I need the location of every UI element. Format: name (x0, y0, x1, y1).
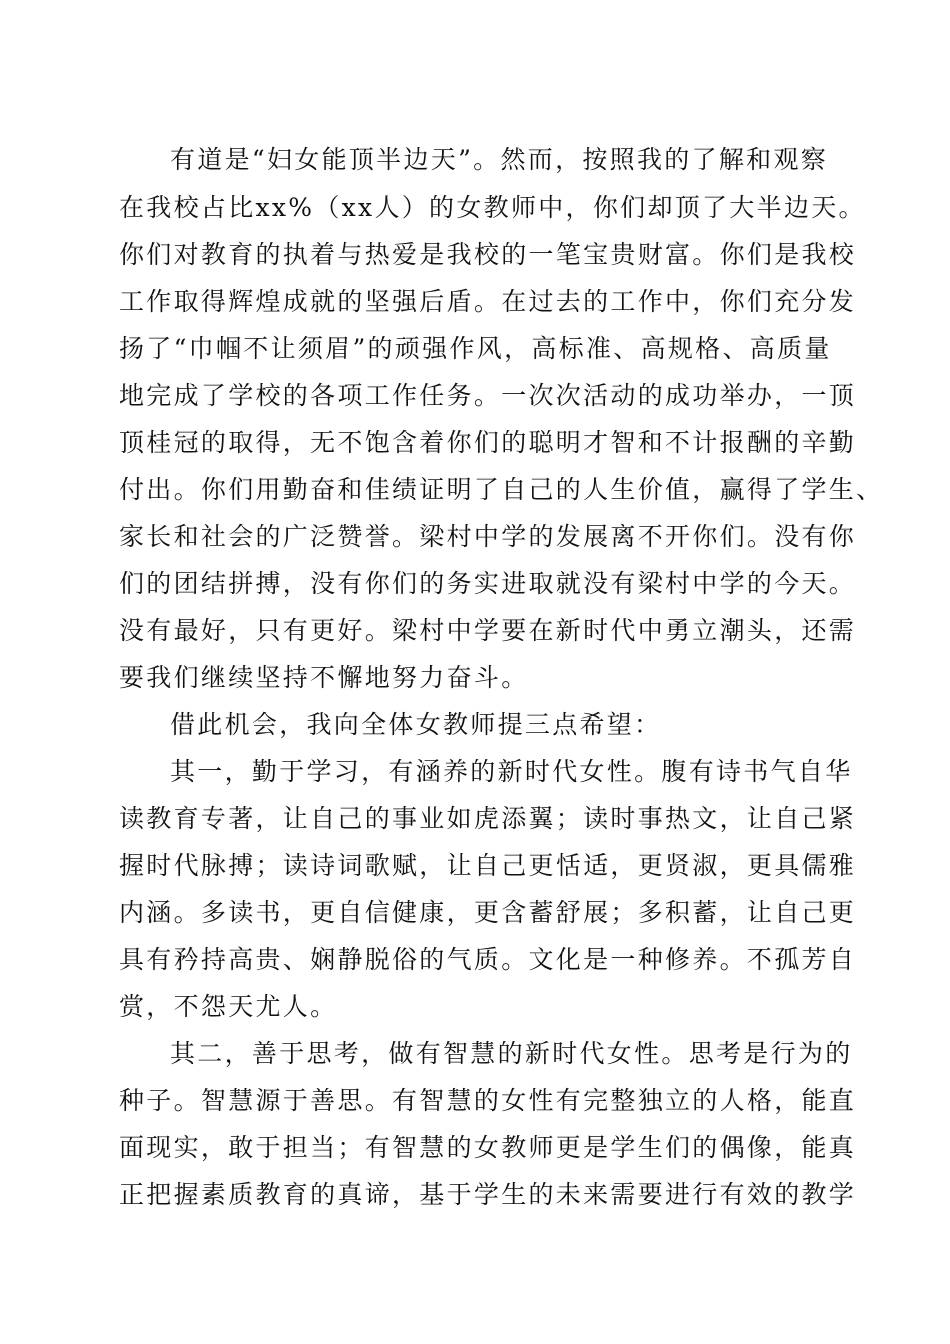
text-line: 握时代脉搏；读诗词歌赋，让自己更恬适，更贤淑，更具儒雅 (119, 851, 857, 880)
text-line: 有道是“妇女能顶半边天”。然而，按照我的了解和观察 (170, 145, 829, 174)
text-line: 读教育专著，让自己的事业如虎添翼；读时事热文，让自己紧 (119, 804, 857, 833)
text-line: 没有最好，只有更好。梁村中学要在新时代中勇立潮头，还需 (119, 616, 857, 645)
text-line: 家长和社会的广泛赞誉。梁村中学的发展离不开你们。没有你 (119, 522, 857, 551)
text-line: 其一，勤于学习，有涵养的新时代女性。腹有诗书气自华 (170, 757, 853, 786)
text-line: 要我们继续坚持不懈地努力奋斗。 (119, 663, 529, 692)
text-line: 们的团结拼搏，没有你们的务实进取就没有梁村中学的今天。 (119, 569, 857, 598)
text-line: 工作取得辉煌成就的坚强后盾。在过去的工作中，你们充分发 (119, 287, 857, 316)
text-line: 内涵。多读书，更自信健康，更含蓄舒展；多积蓄，让自己更 (119, 898, 857, 927)
text-line: 正把握素质教育的真谛，基于学生的未来需要进行有效的教学 (119, 1180, 857, 1209)
text-line: 面现实，敢于担当；有智慧的女教师更是学生们的偶像，能真 (119, 1133, 857, 1162)
text-line: 借此机会，我向全体女教师提三点希望： (170, 710, 662, 739)
text-line: 在我校占比xx%（xx人）的女教师中，你们却顶了大半边天。 (119, 193, 866, 222)
text-line: 赏，不怨天尤人。 (119, 992, 338, 1021)
text-line: 地完成了学校的各项工作任务。一次次活动的成功举办，一顶 (119, 381, 857, 410)
text-line: 种子。智慧源于善思。有智慧的女性有完整独立的人格，能直 (119, 1086, 857, 1115)
text-line: 扬了“巾帼不让须眉”的顽强作风，高标准、高规格、高质量 (119, 334, 832, 363)
text-line: 付出。你们用勤奋和佳绩证明了自己的人生价值，赢得了学生、 (119, 475, 884, 504)
text-line: 你们对教育的执着与热爱是我校的一笔宝贵财富。你们是我校 (119, 240, 857, 269)
text-line: 顶桂冠的取得，无不饱含着你们的聪明才智和不计报酬的辛勤 (119, 428, 857, 457)
text-line: 其二，善于思考，做有智慧的新时代女性。思考是行为的 (170, 1039, 853, 1068)
text-line: 具有矜持高贵、娴静脱俗的气质。文化是一种修养。不孤芳自 (119, 945, 857, 974)
